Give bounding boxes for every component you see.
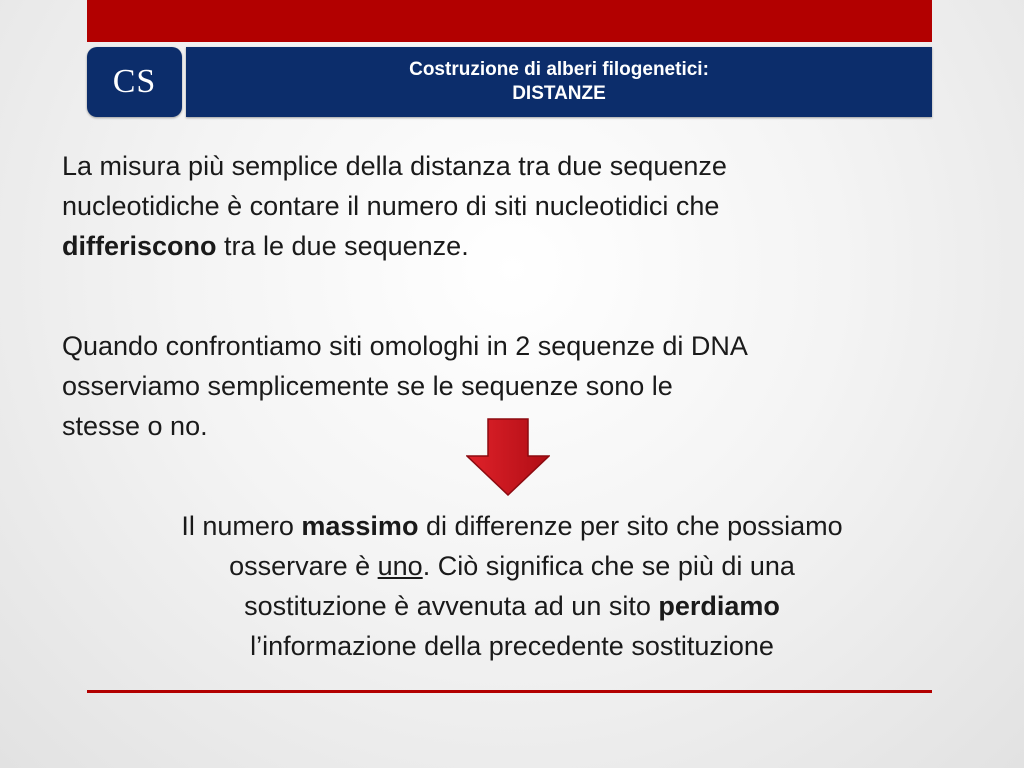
p3-line1 (60, 506, 964, 546)
paragraph-distance-definition (62, 146, 942, 266)
p3-line3 (60, 586, 964, 626)
p3-line2-pre: osservare è (229, 551, 378, 581)
p1-line3-rest: tra le due sequenze. (216, 231, 469, 261)
p3-underline-uno: uno (377, 551, 423, 581)
p2-line1: Quando confrontiamo siti omologhi in 2 sequenze di DNA (62, 331, 748, 361)
p3-line1-pre: Il numero (181, 511, 302, 541)
p3-line3-pre: sostituzione è avvenuta ad un sito (244, 591, 659, 621)
p3-bold-massimo: massimo (301, 511, 419, 541)
down-arrow-icon (466, 418, 550, 496)
p3-bold-perdiamo: perdiamo (658, 591, 780, 621)
bottom-divider (87, 690, 932, 693)
logo-badge (87, 47, 182, 117)
p1-line2: nucleotidiche è contare il numero di siti nucleotidici che (62, 191, 720, 221)
slide-subtitle: DISTANZE (512, 83, 606, 104)
p2-line3: stesse o no. (62, 411, 208, 441)
p1-bold-word: differiscono (62, 231, 217, 261)
slide-title: Costruzione di alberi filogenetici: (409, 59, 709, 80)
p3-line2 (60, 546, 964, 586)
paragraph-max-differences (60, 506, 964, 666)
logo-text: CS (112, 63, 157, 100)
p2-line2: osserviamo semplicemente se le sequenze sono le (62, 371, 673, 401)
p1-line1: La misura più semplice della distanza tra due sequenze (62, 151, 727, 181)
title-bar (186, 47, 932, 117)
p3-line2-post: . Ciò significa che se più di una (422, 551, 795, 581)
p3-line1-post: di differenze per sito che possiamo (418, 511, 843, 541)
p3-line4: l’informazione della precedente sostituzione (250, 631, 774, 661)
top-accent-bar (87, 0, 932, 42)
